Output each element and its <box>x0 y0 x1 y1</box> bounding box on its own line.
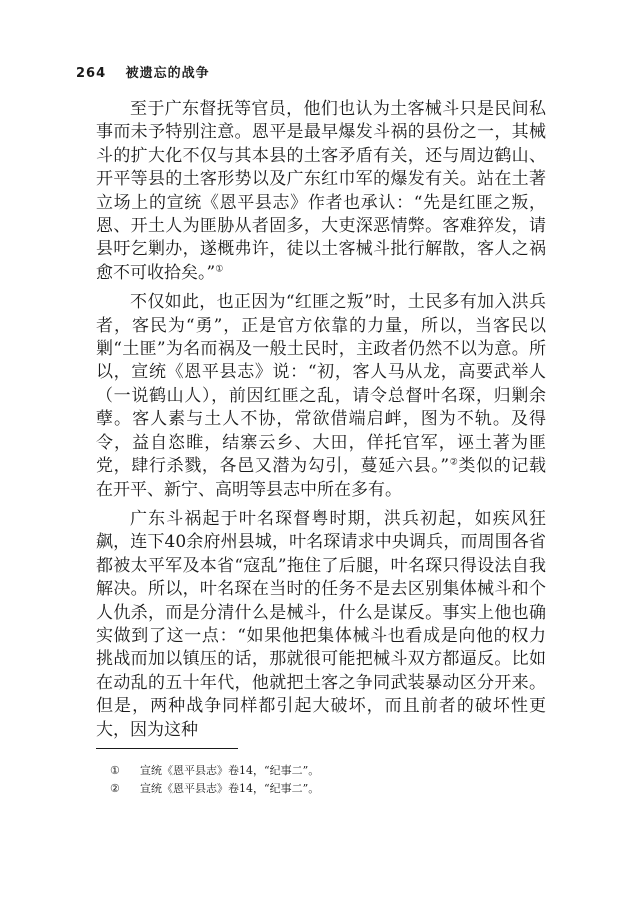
footnote-ref-1: ① <box>215 264 224 275</box>
running-header <box>76 62 210 81</box>
page-number: 264 <box>76 66 107 81</box>
paragraph-3 <box>96 508 546 742</box>
footnote-1-mark: ① <box>110 764 120 777</box>
footnotes <box>110 762 319 798</box>
paragraph-2-tail: 类似的记载在开平、新宁、高明等县志中所在多有。 <box>96 456 546 500</box>
footnote-2 <box>110 780 319 798</box>
footnote-2-text: 宣统《恩平县志》卷14，“纪事二”。 <box>140 782 320 795</box>
paragraph-1 <box>96 98 546 285</box>
footnote-2-mark: ② <box>110 782 120 795</box>
footnote-ref-2: ② <box>449 457 459 468</box>
footnote-1 <box>110 762 319 780</box>
paragraph-2-text: 不仅如此，也正因为“红匪之叛”时，土民多有加入洪兵者，客民为“勇”，正是官方依靠的力量，所以，当客民以剿“土匪”为名而祸及一般土民时，主政者仍然不以为意。所以，宣统《恩平县志》说：“初，客人马从龙，高要武举人（一说鹤山人），前因红匪之乱，请令总督叶名琛，归剿余孽。客人素与土人不协，常欲借端启衅，图为不轨。及得令，益自恣睢，结寨云乡、大田，佯托官军，诬土著为匪党，肆行杀戮，各邑又潜为勾引，蔓延六县。” <box>96 292 546 477</box>
footnote-1-text: 宣统《恩平县志》卷14，“纪事二”。 <box>140 764 320 777</box>
paragraph-2 <box>96 291 546 502</box>
paragraph-1-text: 至于广东督抚等官员，他们也认为土客械斗只是民间私事而未予特别注意。恩平是最早爆发斗祸的县份之一，其械斗的扩大化不仅与其本县的土客矛盾有关，还与周边鹤山、开平等县的土客形势以及广东红巾军的爆发有关。站在土著立场上的宣统《恩平县志》作者也承认：“先是红匪之叛，恩、开土人为匪胁从者固多，大吏深恶情弊。客难猝发，请县吁乞剿办，遂概弗许，徒以土客械斗批行解散，客人之祸愈不可收拾矣。” <box>96 99 546 283</box>
paragraph-3-text: 广东斗祸起于叶名琛督粤时期，洪兵初起，如疾风狂飙，连下40余府州县城，叶名琛请求中央调兵，而周围各省都被太平军及本省“寇乱”拖住了后腿，叶名琛只得设法自我解决。所以，叶名琛在当时的任务不是去区别集体械斗和个人仇杀，而是分清什么是械斗，什么是谋反。事实上他也确实做到了这一点：“如果他把集体械斗也看成是向他的权力挑战而加以镇压的话，那就很可能把械斗双方都逼反。比如在动乱的五十年代，他就把土客之争同武装暴动区分开来。但是，两种战争同样都引起大破坏，而且前者的破坏性更大，因为这种 <box>96 508 546 740</box>
footnote-divider <box>96 748 238 749</box>
book-title: 被遗忘的战争 <box>125 66 210 81</box>
body-text <box>96 98 546 748</box>
